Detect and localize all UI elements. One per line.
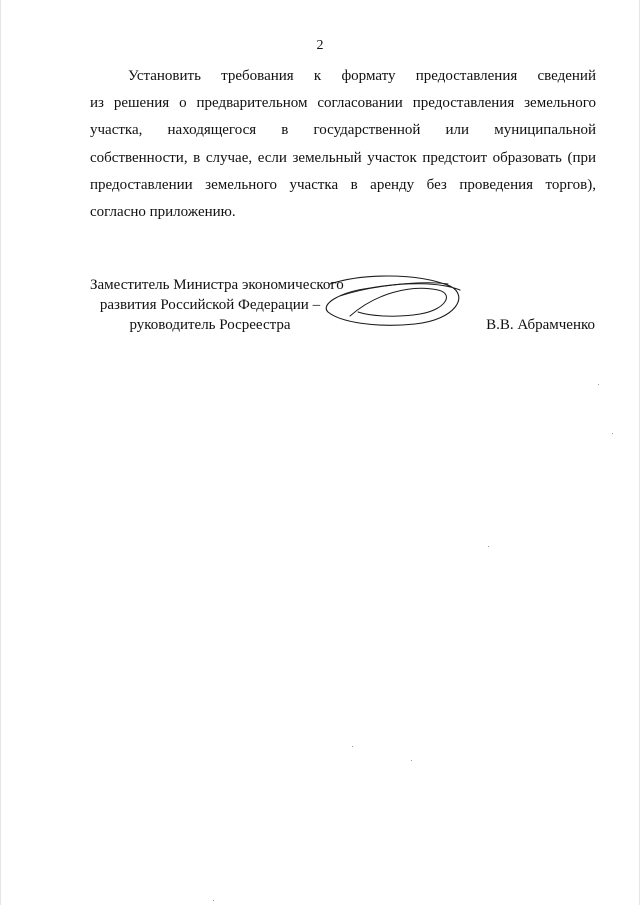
- signatory-title-line: развития Российской Федерации –: [99, 297, 321, 313]
- scan-speck: [488, 546, 489, 547]
- scan-speck: [612, 433, 613, 434]
- paragraph-line: согласно приложению.: [90, 203, 236, 220]
- scan-speck: [352, 746, 353, 747]
- signatory-title: [90, 275, 344, 335]
- scan-speck: [213, 900, 214, 901]
- handwritten-signature: [320, 272, 470, 332]
- paragraph-line: собственности, в случае, если земельный участок предстоит образовать (при: [90, 149, 596, 166]
- paragraph-line: Установить требования к формату предоставления сведений: [128, 68, 596, 84]
- paragraph-line: предоставлении земельного участка в аренду без проведения торгов),: [90, 176, 596, 193]
- paragraph-line: участка, находящегося в государственной или муниципальной: [90, 122, 596, 139]
- scan-speck: [411, 760, 412, 761]
- signatory-title-line: руководитель Росреестра: [129, 317, 291, 333]
- decree-paragraph: [90, 63, 596, 226]
- signatory-name: В.В. Абрамченко: [486, 317, 595, 333]
- signatory-title-line: Заместитель Министра экономического: [90, 277, 344, 293]
- page-number: 2: [316, 38, 324, 53]
- paragraph-line: из решения о предварительном согласовании предоставления земельного: [90, 95, 596, 112]
- scan-edge-left: [0, 0, 1, 905]
- scan-speck: [598, 384, 599, 385]
